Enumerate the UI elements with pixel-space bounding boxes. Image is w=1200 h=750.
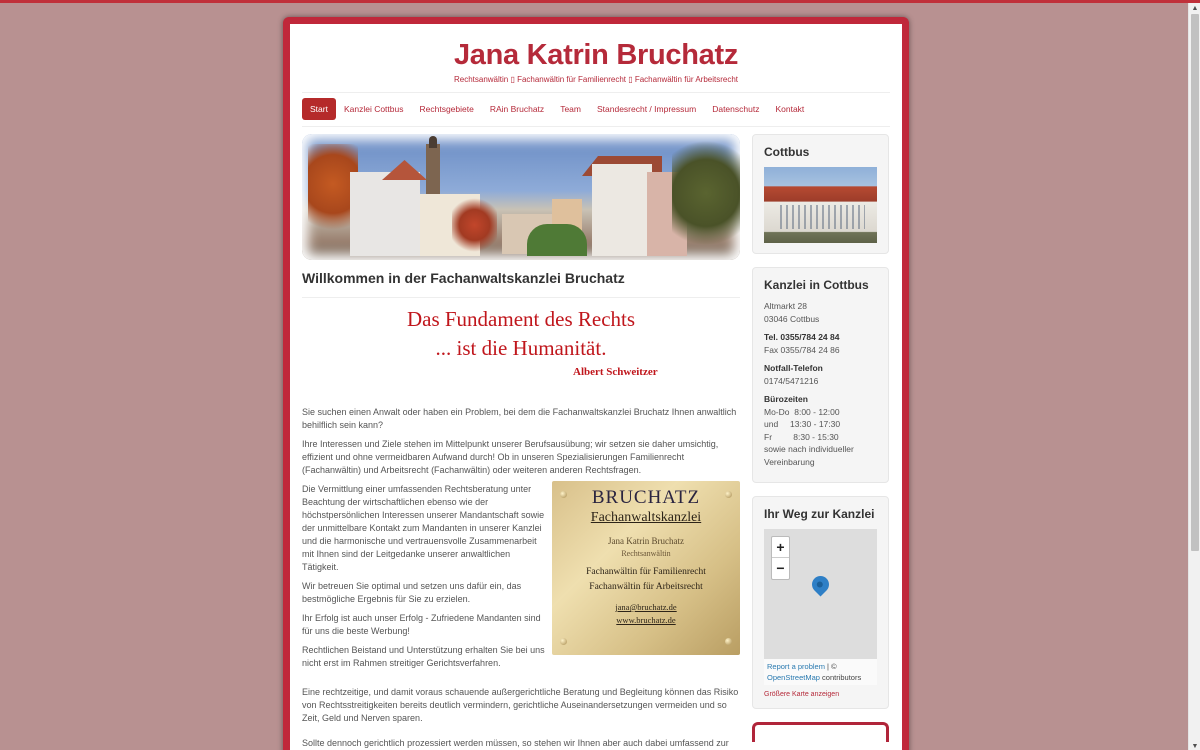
address-street: Altmarkt 28 [764,301,807,311]
success-paragraph: Ihr Erfolg ist auch unser Erfolg - Zufriedene Mandanten sind für uns die beste Werbung! [302,613,541,636]
quote-line-2: ... ist die Humanität. [435,336,607,360]
site-title[interactable]: Jana Katrin Bruchatz [453,39,739,71]
address-block [764,300,877,468]
larger-map-link[interactable]: Größere Karte anzeigen [764,691,840,698]
plate-role: Rechtsanwältin [621,549,671,558]
plate-spec-1: Fachanwältin für Familienrecht [586,567,706,577]
office-hours-note-1: sowie nach individueller [764,444,854,454]
nav-item-kontakt[interactable]: Kontakt [775,104,805,114]
fax-number: Fax 0355/784 24 86 [764,344,840,355]
main-nav [302,92,890,127]
page-scrollbar[interactable] [1188,3,1200,750]
nav-item-rain-bruchatz[interactable]: RAin Bruchatz [489,104,545,114]
scroll-up-icon[interactable]: ▲ [1191,5,1199,12]
plate-name: BRUCHATZ [591,487,701,508]
map-attribution [764,659,877,685]
main-column [302,134,740,750]
nav-item-start[interactable]: Start [302,98,336,120]
office-hours-und: und 13:30 - 17:30 [764,419,841,429]
next-widget-partial [752,722,889,742]
address-city: 03046 Cottbus [764,313,820,324]
care-paragraph: Wir betreuen Sie optimal und setzen uns dafür ein, das bestmögliche Ergebnis für Sie zu erzielen. [302,581,522,604]
kanzlei-widget [752,267,889,483]
support-paragraph: Rechtlichen Beistand und Unterstützung erhalten Sie bei uns nicht erst im Rahmen streitiger Gerichtsverfahren. [302,645,545,668]
scrollbar-thumb[interactable] [1191,14,1199,551]
interests-paragraph: Ihre Interessen und Ziele stehen im Mittelpunkt unserer Berufsausübung; wir setzen sie daher umsichtig, effizient und ohne vermeidbaren Aufwand durch! Ob in unseren Spezialisierungen Familienrecht (Fachanwältin) und Arbeitsrecht (Fachanwältin) oder weiteren anderen Rechtsfragen. [302,439,719,475]
cottbus-building-image[interactable] [764,167,877,243]
nav-item-standesrecht-impressum[interactable]: Standesrecht / Impressum [596,104,697,114]
page-title: Willkommen in der Fachanwaltskanzlei Bruchatz [302,270,740,298]
nav-item-rechtsgebiete[interactable]: Rechtsgebiete [419,104,474,114]
scroll-down-icon[interactable]: ▼ [1191,743,1199,750]
openstreetmap-link[interactable]: OpenStreetMap [767,673,820,682]
nav-item-kanzlei-cottbus[interactable]: Kanzlei Cottbus [343,104,404,114]
plate-person: Jana Katrin Bruchatz [608,536,684,546]
cottbus-widget [752,134,889,254]
map-zoom-control [771,536,790,580]
map-view[interactable] [764,529,877,659]
office-hours-fr: Fr 8:30 - 15:30 [764,431,839,442]
map-widget [752,496,889,709]
narrow-text-column [302,483,547,670]
sidebar [752,134,889,750]
site-subtitle: Rechtsanwältin ▯ Fachanwältin für Familienrecht ▯ Fachanwältin für Arbeitsrecht [453,75,739,84]
office-hours-note-2: Vereinbarung [764,456,815,467]
plate-web: www.bruchatz.de [616,615,676,625]
report-problem-link[interactable]: Report a problem [767,662,825,671]
zoom-in-button[interactable]: + [772,537,789,558]
map-widget-title: Ihr Weg zur Kanzlei [764,507,875,521]
prevention-paragraph: Eine rechtzeitige, und damit voraus schauende außergerichtliche Beratung und Begleitung können das Risiko von Rechtsstreitigkeiten bereits deutlich vermindern, gerichtliche Auseinandersetzungen vermeiden und so Zeit, Geld und Nerven sparen. [302,687,739,723]
zoom-out-button[interactable]: − [776,560,785,576]
contributors-text: contributors [819,673,862,682]
quote-author: Albert Schweitzer [573,366,658,378]
page-inner [290,24,902,750]
content-area [302,134,890,750]
nav-item-team[interactable]: Team [560,104,581,114]
office-hours-mo-do: Mo-Do 8:00 - 12:00 [764,406,840,417]
plate-email: jana@bruchatz.de [615,602,677,612]
emergency-phone-number[interactable]: 0174/5471216 [764,375,819,386]
mediation-paragraph: Die Vermittlung einer umfassenden Rechtsberatung unter Beachtung der wirtschaftlichen ebenso wie der höchstpersönlichen Interessen unserer Mandantschaft sowie der unmittelbare Kontakt zum Mandanten in unserer Kanzlei und die harmonische und vertrauensvolle Zusammenarbeit mit Ihnen sind der Leitgedanke unserer anwaltlichen Tätigkeit. [302,484,545,572]
plate-section [302,483,740,670]
office-plate-image [552,481,740,655]
emergency-phone-label: Notfall-Telefon [764,363,823,373]
kanzlei-widget-title: Kanzlei in Cottbus [764,278,869,292]
page-frame [283,17,909,750]
plate-spec-2: Fachanwältin für Arbeitsrecht [589,582,703,592]
attribution-separator: | © [824,662,837,671]
office-hours-label: Bürozeiten [764,394,808,404]
plate-firm: Fachanwaltskanzlei [590,510,702,525]
cottbus-widget-title: Cottbus [764,145,810,159]
site-header [302,24,890,84]
nav-item-datenschutz[interactable]: Datenschutz [712,104,760,114]
phone-number[interactable]: Tel. 0355/784 24 84 [764,332,840,342]
litigation-paragraph: Sollte dennoch gerichtlich prozessiert werden müssen, so stehen wir Ihnen aber auch dabei umfassend zur [302,738,729,748]
intro-paragraph: Sie suchen einen Anwalt oder haben ein Problem, bei dem die Fachanwaltskanzlei Bruchatz Ihnen anwaltlich behilflich sein kann? [302,407,737,430]
quote-line-1: Das Fundament des Rechts [406,307,636,331]
cottbus-banner-image [302,134,740,260]
map-marker-icon[interactable] [808,572,832,596]
quote-image [302,306,740,406]
